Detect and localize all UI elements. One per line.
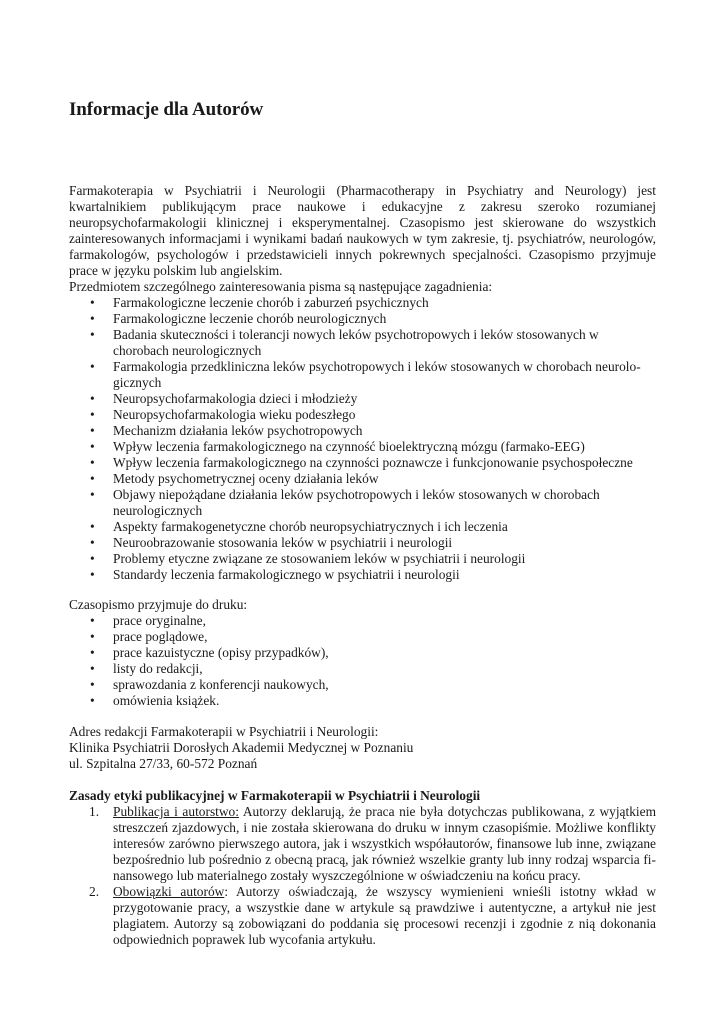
list-item: • prace poglądowe, (69, 629, 656, 645)
ethics-heading: Zasady etyki publikacyjnej w Farmakoterapii w Psychiatrii i Neurologii (69, 788, 481, 803)
item-number: 2. (89, 884, 100, 899)
item-label: Publikacja i autorstwo: (113, 804, 239, 819)
item-text: Autorzy deklarują, że praca nie była dotychczas publikowana, z wyjątkiem streszczeń zjazdowych, i nie została skierowana do druku w innym czasopiśmie. Możliwe konflikty interesów zarówno pierwszego autora, jak i wszystkich współautorów, finansowe lub inne, związane bezpośrednio lub pośrednio z obecną pracą, jak również wszelkie granty lub inny rodzaj wsparcia finansowego lub materialnego zostały wyszczególnione w oświadczeniu na końcu pracy. (113, 804, 656, 883)
list-item: • listy do redakcji, (69, 661, 656, 677)
list-item: • omówienia książek. (69, 693, 656, 709)
ethics-item (69, 884, 656, 948)
list-item: • Neuropsychofarmakologia wieku podeszłego (69, 407, 656, 423)
list-item: • Standardy leczenia farmakologicznego w psychiatrii i neurologii (69, 567, 656, 583)
list-item: • Neuroobrazowanie stosowania leków w psychiatrii i neurologii (69, 535, 656, 551)
list-item: • Wpływ leczenia farmakologicznego na czynność bioelektryczną mózgu (farmako-EEG) (69, 439, 656, 455)
list-item: • Metody psychometrycznej oceny działania leków (69, 471, 656, 487)
address-line: Klinika Psychiatrii Dorosłych Akademii Medycznej w Poznaniu (69, 740, 414, 755)
page-title: Informacje dla Autorów (69, 99, 264, 120)
list-item: • Objawy niepożądane działania leków psychotropowych i leków stosowanych w chorobach neurologicznych (69, 487, 656, 519)
topics-list (69, 295, 656, 583)
list-item: • Farmakologia przedkliniczna leków psychotropowych i leków stosowanych w chorobach neurologicznych (69, 359, 656, 391)
item-text: : Autorzy oświadczają, że wszyscy wymienieni wnieśli istotny wkład w przygotowanie pracy, a wszystkie dane w artykule są prawdziwe i autentyczne, a artykuł nie jest plagiatem. Autorzy są zobowiązani do poddania się procesowi recenzji i zgodnie z nią dokonania odpowiednich poprawek lub wycofania artykułu. (113, 884, 657, 947)
list-item: • prace kazuistyczne (opisy przypadków), (69, 645, 656, 661)
accepted-types-list (69, 613, 656, 709)
list-item: • Mechanizm działania leków psychotropowych (69, 423, 656, 439)
list-item: • Aspekty farmakogenetyczne chorób neuropsychiatrycznych i ich leczenia (69, 519, 656, 535)
list-item: • sprawozdania z konferencji naukowych, (69, 677, 656, 693)
list-item: • Farmakologiczne leczenie chorób i zaburzeń psychicznych (69, 295, 656, 311)
item-label: Obowiązki autorów (113, 884, 225, 899)
list-item: • Wpływ leczenia farmakologicznego na czynności poznawcze i funkcjonowanie psychospołeczne (69, 455, 656, 471)
topics-lead: Przedmiotem szczególnego zainteresowania pisma są następujące zagadnienia: (69, 279, 493, 294)
item-number: 1. (89, 804, 100, 819)
list-item: • Farmakologiczne leczenie chorób neurologicznych (69, 311, 656, 327)
editorial-address (69, 724, 656, 772)
address-line: ul. Szpitalna 27/33, 60-572 Poznań (69, 756, 258, 771)
list-item: • Neuropsychofarmakologia dzieci i młodzieży (69, 391, 656, 407)
address-line: Adres redakcji Farmakoterapii w Psychiatrii i Neurologii: (69, 724, 379, 739)
list-item: • Problemy etyczne związane ze stosowaniem leków w psychiatrii i neurologii (69, 551, 656, 567)
ethics-list (69, 804, 656, 948)
accepted-types-lead: Czasopismo przyjmuje do druku: (69, 597, 248, 612)
intro-paragraph: Farmakoterapia w Psychiatrii i Neurologii (Pharmacotherapy in Psychiatry and Neurology) jest kwartalnikiem publikującym prace naukowe i edukacyjne z zakresu szeroko rozumianej neuropsychofarmakologii klinicznej i eksperymentalnej. Czasopismo jest skierowane do wszystkich zainteresowanych informacjami i wynikami badań naukowych w tym zakresie, tj. psychiatrów, neurologów, farmakologów, psychologów i przedstawicieli innych pokrewnych specjalności. Czasopismo przyjmuje prace w języku polskim lub angielskim. (69, 183, 656, 278)
list-item: • prace oryginalne, (69, 613, 656, 629)
ethics-item (69, 804, 656, 884)
list-item: • Badania skuteczności i tolerancji nowych leków psychotropowych i leków stosowanych w chorobach neurologicznych (69, 327, 656, 359)
